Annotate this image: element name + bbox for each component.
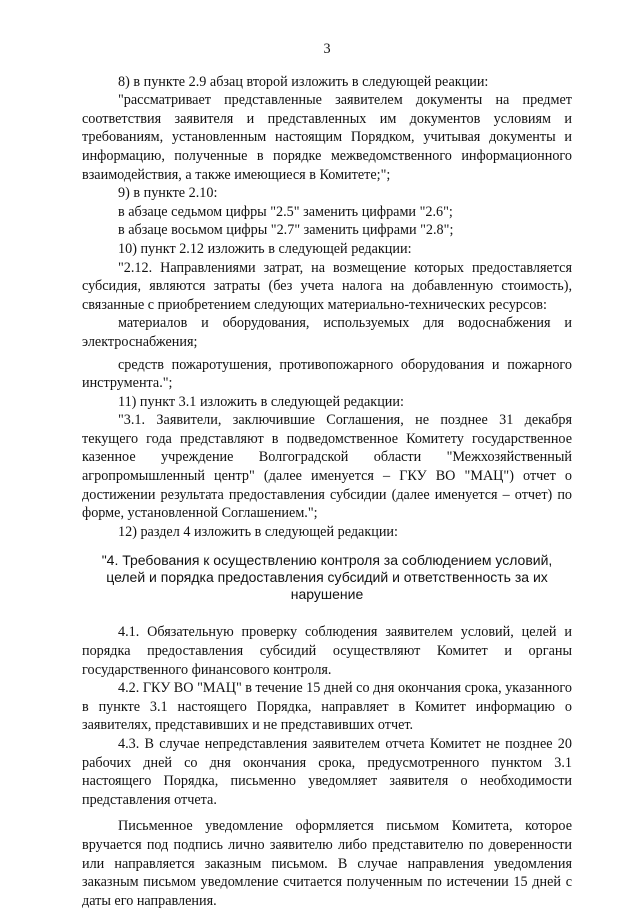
section-4-heading: "4. Требования к осуществлению контроля за соблюдением условий, целей и порядка предоставления субсидий и ответственность за их нарушение: [101, 552, 553, 603]
paragraph-item-11: 11) пункт 3.1 изложить в следующей редакции:: [118, 393, 404, 410]
paragraph-quote-2-9: "рассматривает представленные заявителем документы на предмет соответствия заявителя и представленных им документов условиям и требованиям, установленным настоящим Порядком, учитывая документы и информацию, полученные в порядке межведомственного информационного взаимодействия, а также имеющиеся в Комитете;";: [82, 92, 572, 183]
paragraph-notification: Письменное уведомление оформляется письмом Комитета, которое вручается под подпись лично заявителю либо представителю по доверенности или направляется заказным письмом. В случае направления уведомления заказным письмом уведомление считается полученным по истечении 15 дней с даты его направления.: [82, 818, 572, 909]
paragraph-4-2: 4.2. ГКУ ВО "МАЦ" в течение 15 дней со дня окончания срока, указанного в пункте 3.1 настоящего Порядка, направляет в Комитет информацию о заявителях, представивших и не представивших отчет.: [82, 680, 572, 734]
paragraph-item-9: 9) в пункте 2.10:: [118, 185, 218, 202]
paragraph-item-10: 10) пункт 2.12 изложить в следующей редакции:: [118, 240, 412, 257]
paragraph-materials: материалов и оборудования, используемых для водоснабжения и электроснабжения;: [82, 315, 572, 350]
paragraph-quote-2-12: "2.12. Направлениями затрат, на возмещение которых предоставляется субсидия, являются затраты (без учета налога на добавленную стоимость), связанные с приобретением следующих материально-технических ресурсов:: [82, 259, 572, 313]
paragraph-abzac-8: в абзаце восьмом цифры "2.7" заменить цифрами "2.8";: [118, 222, 454, 239]
page-number: 3: [323, 41, 331, 57]
paragraph-item-12: 12) раздел 4 изложить в следующей редакции:: [118, 523, 398, 540]
paragraph-item-8: 8) в пункте 2.9 абзац второй изложить в следующей реакции:: [118, 73, 489, 90]
paragraph-4-1: 4.1. Обязательную проверку соблюдения заявителем условий, целей и порядка предоставления субсидий осуществляют Комитет и органы государственного финансового контроля.: [82, 624, 572, 678]
paragraph-4-3: 4.3. В случае непредставления заявителем отчета Комитет не позднее 20 рабочих дней со дня окончания срока, предусмотренного пунктом 3.1 настоящего Порядка, письменно уведомляет заявителя о необходимости представления отчета.: [82, 736, 572, 808]
paragraph-fire-equipment: средств пожаротушения, противопожарного оборудования и пожарного инструмента.";: [82, 356, 572, 392]
paragraph-quote-3-1: "3.1. Заявители, заключившие Соглашения, не позднее 31 декабря текущего года представляют в подведомственное Комитету государственное казенное учреждение Волгоградской области "Межхозяйственный агропромышленный центр" (далее именуется – ГКУ ВО "МАЦ") отчет о достижении результата предоставления субсидии (далее именуется – отчет) по форме, установленной Соглашением.";: [82, 412, 572, 522]
paragraph-abzac-7: в абзаце седьмом цифры "2.5" заменить цифрами "2.6";: [118, 203, 453, 220]
